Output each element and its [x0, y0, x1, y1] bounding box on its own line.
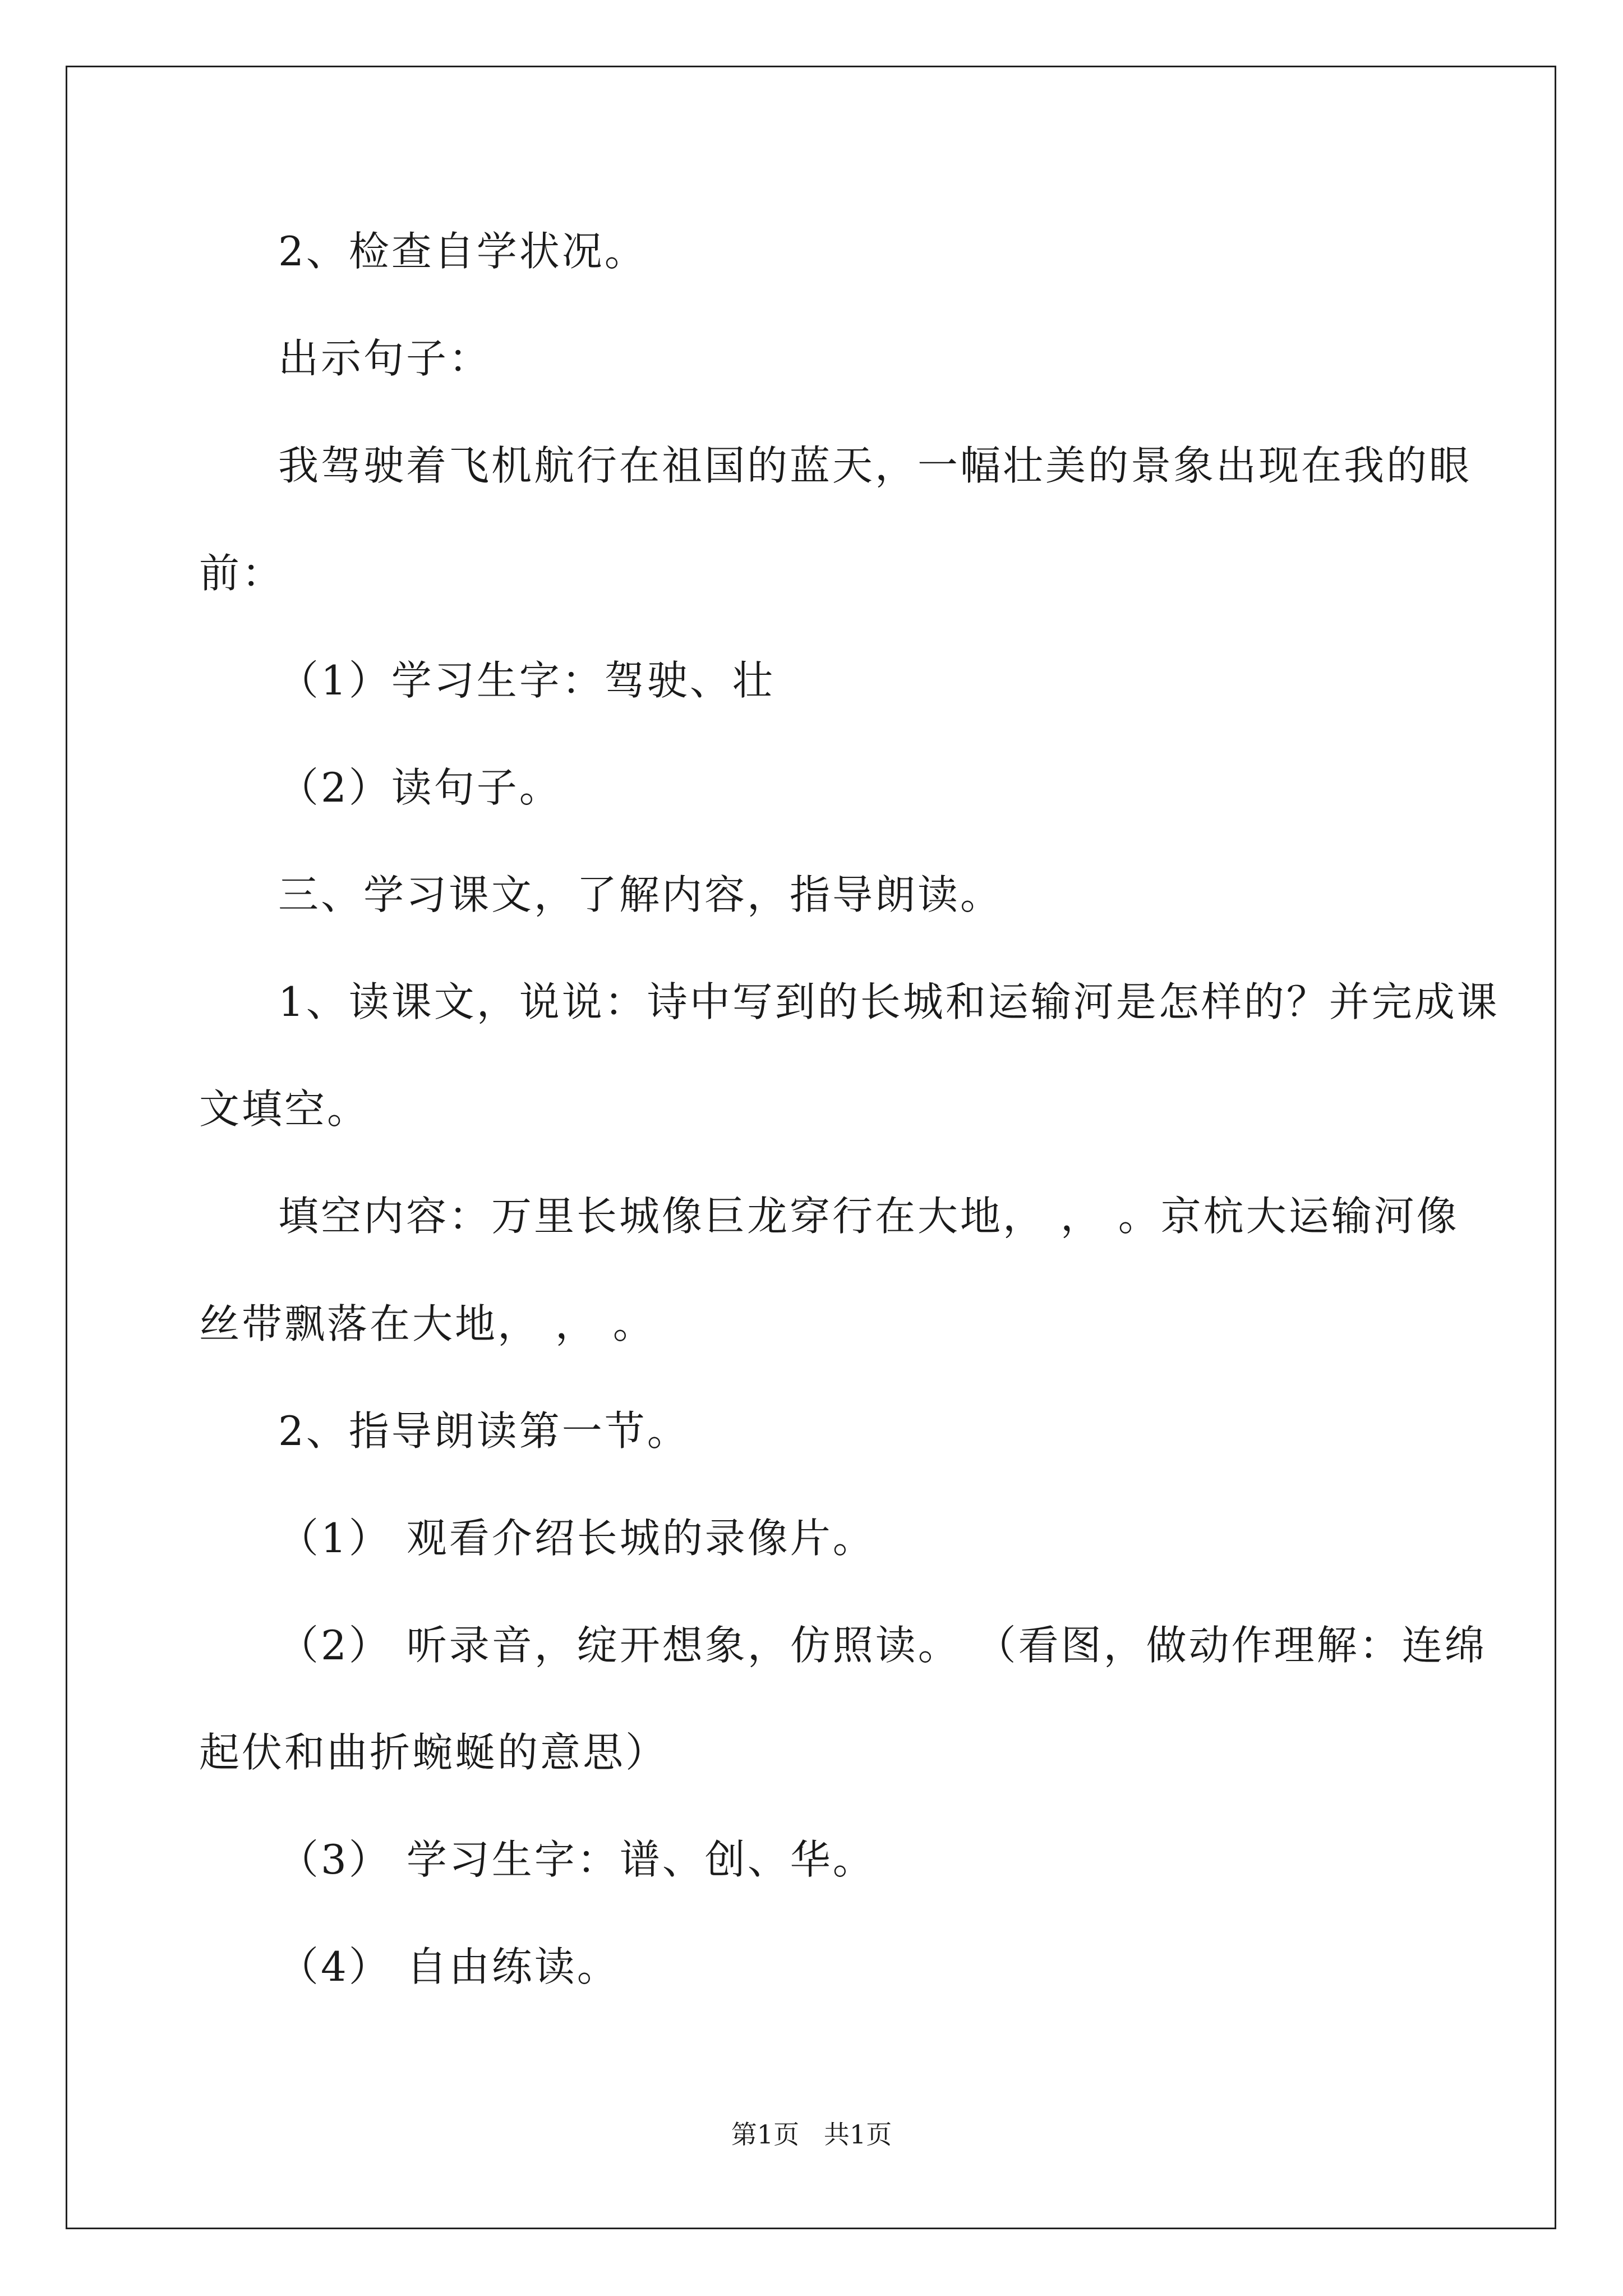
text-line-11: 丝带飘落在大地， ， 。: [199, 1300, 656, 1347]
text-line-3: 我驾驶着飞机航行在祖国的蓝天，一幅壮美的景象出现在我的眼: [278, 442, 1472, 489]
text-line-14: （2） 听录音，绽开想象，仿照读。 （看图，做动作理解：连绵: [278, 1622, 1487, 1669]
text-line-16: （3） 学习生字：谱、创、华。: [278, 1836, 875, 1883]
text-line-8: 1、读课文，说说：诗中写到的长城和运输河是怎样的？并完成课: [278, 978, 1500, 1025]
text-line-5: （1）学习生字：驾驶、壮: [278, 657, 775, 704]
text-line-9: 文填空。: [199, 1085, 370, 1133]
text-line-7: 三、学习课文，了解内容，指导朗读。: [278, 871, 1003, 918]
page-border: [66, 66, 1556, 2229]
text-line-15: 起伏和曲折蜿蜒的意思）: [199, 1729, 668, 1776]
page-footer: 第1页 共1页: [731, 2119, 892, 2150]
text-line-13: （1） 观看介绍长城的录像片。: [278, 1515, 875, 1562]
text-line-10: 填空内容：万里长城像巨龙穿行在大地， ， 。京杭大运输河像: [278, 1193, 1459, 1240]
text-line-1: 2、检查自学状况。: [278, 228, 647, 275]
text-line-4: 前：: [199, 550, 285, 597]
text-line-17: （4） 自由练读。: [278, 1943, 620, 1990]
text-line-2: 出示句子：: [278, 335, 492, 382]
text-line-6: （2）读句子。: [278, 764, 562, 811]
text-line-12: 2、指导朗读第一节。: [278, 1407, 690, 1455]
